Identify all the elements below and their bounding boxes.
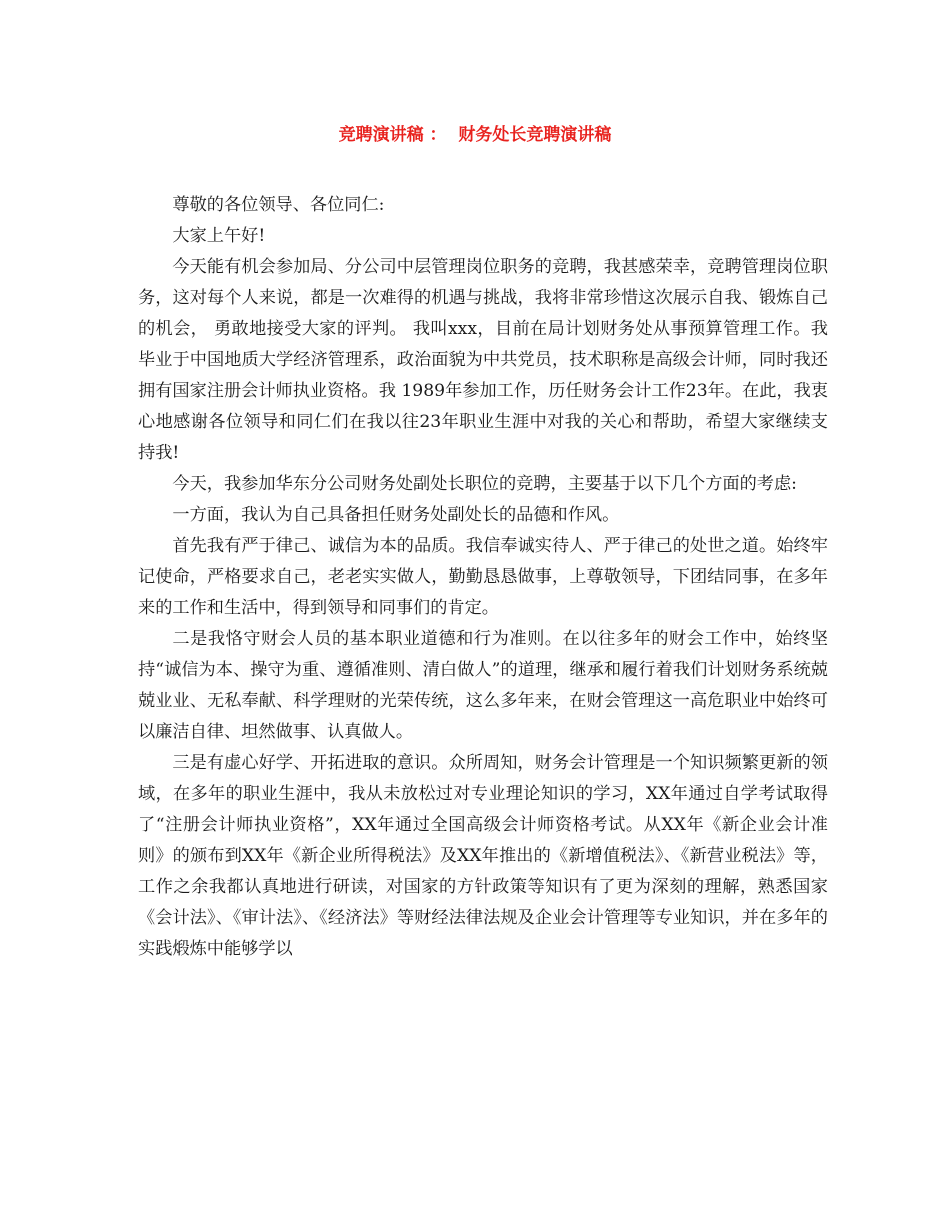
- salutation-paragraph: 大家上午好!: [172, 226, 266, 246]
- body-paragraph: 今天能有机会参加局、分公司中层管理岗位职务的竞聘，我甚感荣幸，竞聘管理岗位职务，这对每个人来说，都是一次难得的机遇与挑战，我将非常珍惜这次展示自我、锻炼自己的机会， 勇敢地接受大家的评判。 我叫xxx，目前在局计划财务处从事预算管理工作。我毕业于中国地质大学经济管理系，政治面貌为中共党员，技术职称是高级会计师，同时我还拥有国家注册会计师执业资格。我 1989年参加工作，历任财务会计工作23年。在此，我衷心地感谢各位领导和同仁们在我以往23年职业生涯中对我的关心和帮助，希望大家继续支持我!: [138, 257, 828, 463]
- greeting-paragraph: 尊敬的各位领导、各位同仁:: [172, 195, 385, 215]
- body-paragraph: 一方面，我认为自己具备担任财务处副处长的品德和作风。: [172, 505, 620, 525]
- body-paragraph: 今天，我参加华东分公司财务处副处长职位的竞聘，主要基于以下几个方面的考虑:: [172, 474, 797, 494]
- document-title: 竞聘演讲稿 ： 财务处长竞聘演讲稿: [338, 125, 612, 145]
- document-body: [138, 190, 828, 965]
- body-paragraph: 二是我恪守财会人员的基本职业道德和行为准则。在以往多年的财会工作中，始终坚持“诚信为本、操守为重、遵循准则、清白做人”的道理，继承和履行着我们计划财务系统兢兢业业、无私奉献、科学理财的光荣传统，这么多年来，在财会管理这一高危职业中始终可以廉洁自律、坦然做事、认真做人。: [138, 629, 828, 742]
- body-paragraph: 三是有虚心好学、开拓进取的意识。众所周知，财务会计管理是一个知识频繁更新的领域，在多年的职业生涯中，我从未放松过对专业理论知识的学习，XX年通过自学考试取得了“注册会计师执业资格”，XX年通过全国高级会计师资格考试。从XX年《新企业会计准则》的颁布到XX年《新企业所得税法》及XX年推出的《新增值税法》、《新营业税法》等，工作之余我都认真地进行研读，对国家的方针政策等知识有了更为深刻的理解，熟悉国家《会计法》、《审计法》、《经济法》等财经法律法规及企业会计管理等专业知识，并在多年的实践煅炼中能够学以: [138, 753, 828, 959]
- body-paragraph: 首先我有严于律己、诚信为本的品质。我信奉诚实待人、严于律己的处世之道。始终牢记使命，严格要求自己，老老实实做人，勤勤恳恳做事，上尊敬领导，下团结同事，在多年来的工作和生活中，得到领导和同事们的肯定。: [138, 536, 828, 618]
